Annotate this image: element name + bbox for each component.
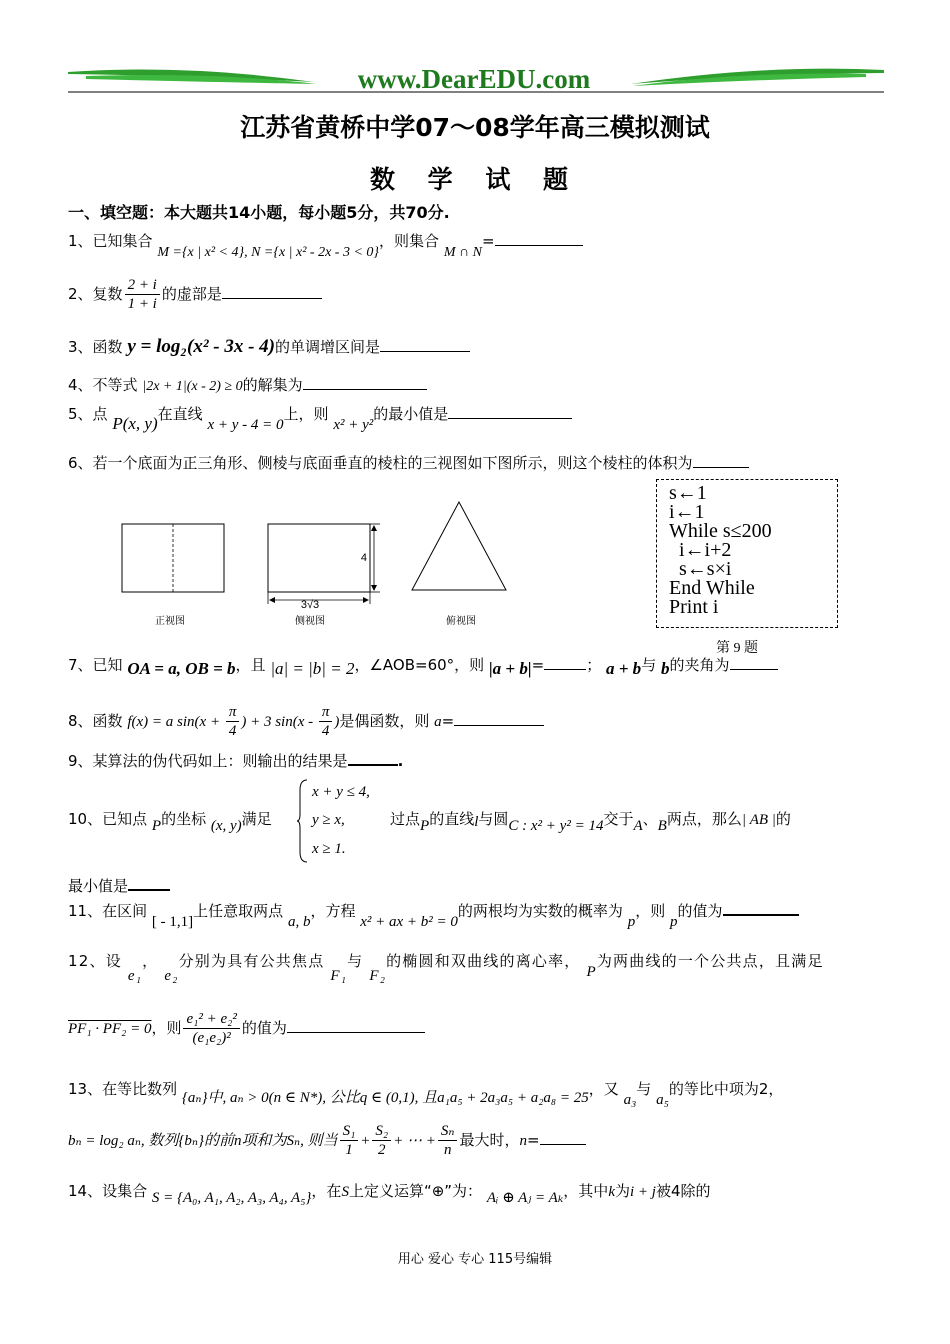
question-8: 8、函数 f(x) = a sin(x + $\frac{\pi}{4}$ ) + 3 sin(x - $\frac{\pi}{4}$ )是偶函数，则 a= (68, 703, 544, 740)
system-brace (297, 778, 309, 864)
top-view (412, 502, 506, 590)
question-1: 1、已知集合 M ={x | x² < 4}, N ={x | x² - 2x - 3 < 0}，则集合 M ∩ N= (68, 230, 583, 251)
section-heading: 一、填空题：本大题共14小题，每小题5分，共70分. (68, 203, 450, 222)
constraint-2: y ≥ x, (312, 812, 345, 828)
question-3: 3、函数 y = log₂(x² - 3x - 4)的单调增区间是 (68, 336, 470, 358)
pseudocode-line: i←i+2 (669, 539, 732, 561)
pseudocode-line: While s≤200 (669, 520, 772, 542)
three-views-figure (110, 498, 510, 634)
pseudocode-line: Print i (669, 596, 719, 618)
question-7: 7、已知 OA = a, OB = b，且 |a| = |b| = 2，∠AOB=60°，则 |a + b|= ； a + b与 b的夹角为 (68, 654, 778, 675)
front-view-label: 正视图 (155, 616, 185, 627)
top-view-label: 俯视图 (446, 616, 476, 627)
question-13-line2: bₙ = log₂ aₙ, 数列{bₙ}的前n项和为Sₙ, 则当 $\frac{\text{S₁}}{1}$ + $\frac{\text{S₂}}{2}$ + ⋯ + $\frac{\text{Sₙ}}{n}$ 最大时，n= (68, 1122, 586, 1159)
question-5: 5、点 P(x, y)在直线 x + y - 4 = 0上，则 x² + y²的最小值是 (68, 403, 572, 424)
question-14: 14、设集合 S = {A₀, A₁, A₂, A₃, A₄, A₅}，在S上定义运算“⊕”为： Aᵢ ⊕ Aⱼ = Aₖ，其中k为i + j被4除的 (68, 1182, 711, 1206)
pseudocode-box (656, 479, 838, 628)
constraint-3: x ≥ 1. (312, 841, 346, 857)
page-footer: 用心 爱心 专心 115号编辑 (397, 1252, 553, 1267)
question-10-line2: 最小值是 (68, 875, 170, 896)
pseudocode-line: s←1 (669, 482, 707, 504)
question-6: 6、若一个底面为正三角形、侧棱与底面垂直的棱柱的三视图如下图所示，则这个棱柱的体积为 (68, 452, 749, 473)
question-9: 9、某算法的伪代码如上：则输出的结果是 . (68, 752, 404, 770)
pseudocode-line: End While (669, 577, 755, 599)
question-13: 13、在等比数列 {aₙ}中, aₙ > 0(n ∈ N*), 公比q ∈ (0,1), 且a₁a₅ + 2a₃a₅ + a₂a₈ = 25，又 a₃与 a₅的等比中项为2， (68, 1080, 784, 1108)
pseudocode-caption: 第 9 题 (716, 641, 758, 656)
pseudocode-line: i←1 (669, 501, 705, 523)
question-11: 11、在区间 [ - 1,1]上任意取两点 a, b，方程 x² + ax + b² = 0的两根均为实数的概率为 p，则 p的值为 (68, 900, 799, 921)
question-2: 2、复数 $\frac{2 + i}{1 + i}$ 的虚部是 (68, 276, 322, 313)
site-logo: www.DearEDU.com (357, 64, 591, 94)
pseudocode-line: s←s×i (669, 558, 732, 580)
page-subtitle: 数 学 试 题 (369, 165, 581, 194)
side-view-label: 侧视图 (295, 616, 325, 627)
height-label: 4 (360, 552, 367, 564)
question-10: 10、已知点 P的坐标 (x, y)满足 (68, 810, 272, 834)
question-10-cont: 过点P的直线l与圆C : x² + y² = 14交于A、B两点，那么| AB |的 (390, 810, 791, 834)
constraint-1: x + y ≤ 4, (312, 784, 370, 800)
page-title: 江苏省黄桥中学07～08学年高三模拟测试 (240, 113, 710, 142)
side-view (268, 524, 370, 592)
question-12: 12、设 e₁， e₂分别为具有公共焦点 F₁与 F₂的椭圆和双曲线的离心率， P为两曲线的一个公共点，且满足 (68, 952, 824, 984)
header-logo-band (66, 62, 886, 98)
width-label: 3√3 (300, 599, 320, 611)
question-12-line2: PF₁ · PF₂ = 0，则 $\frac{\text{e₁² + e₂²}}{\text{(e₁e₂)²}}$ 的值为 (68, 1010, 425, 1047)
question-4: 4、不等式 |2x + 1|(x - 2) ≥ 0的解集为 (68, 374, 427, 395)
